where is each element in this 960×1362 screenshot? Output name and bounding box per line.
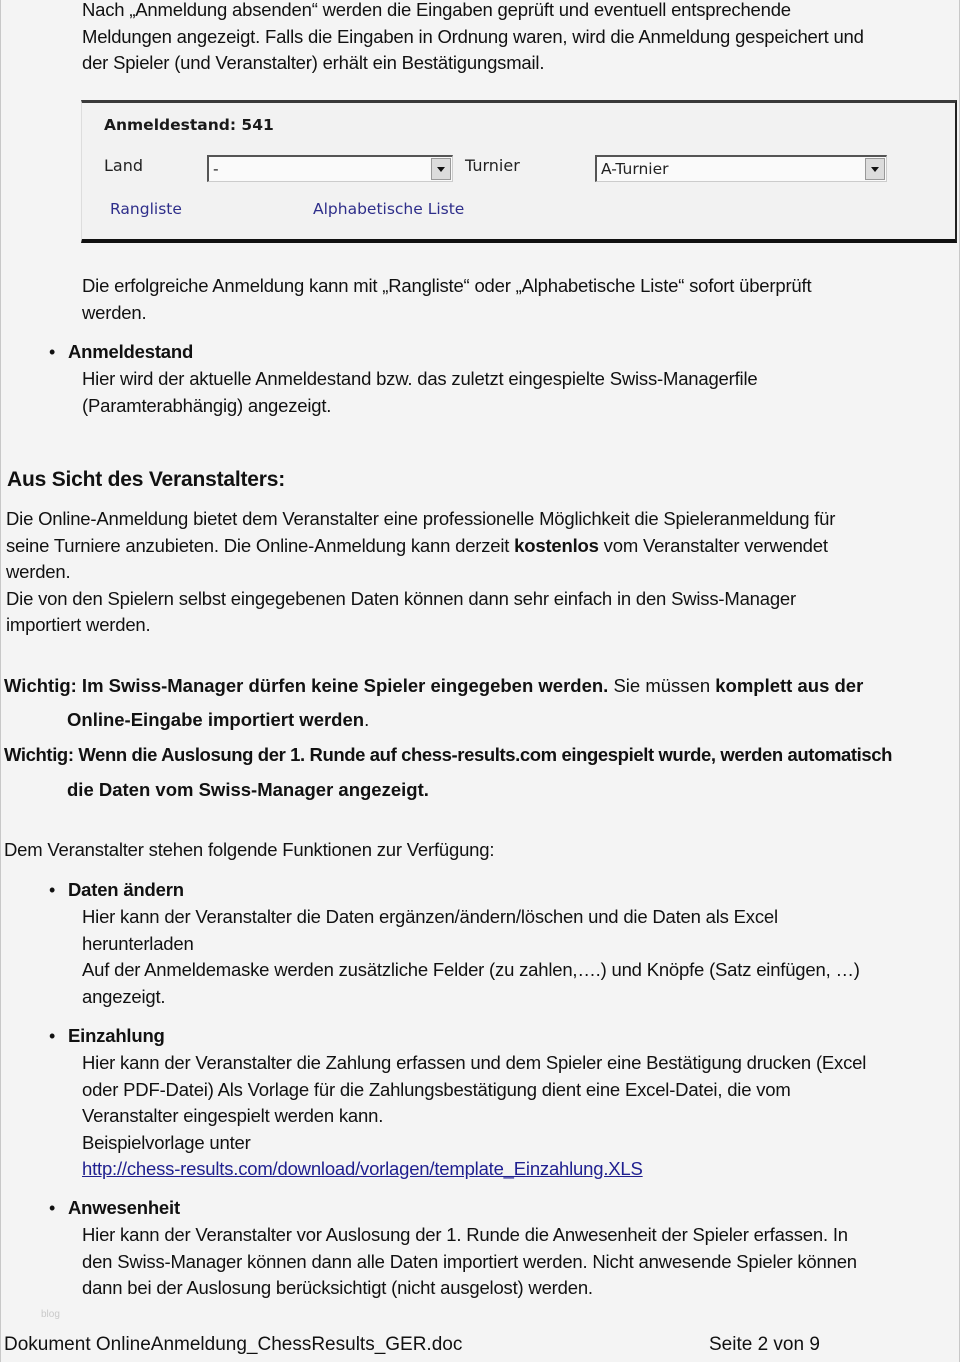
- description-line: (Paramterabhängig) angezeigt.: [82, 394, 332, 416]
- description-line: den Swiss-Manager können dann alle Daten importiert werden. Nicht anwesende Spieler können: [82, 1250, 857, 1272]
- bold-text: kostenlos: [514, 534, 599, 556]
- description-line: oder PDF-Datei) Als Vorlage für die Zahlungsbestätigung dient eine Excel-Datei, die vom: [82, 1078, 791, 1100]
- bullet-icon: •: [49, 1026, 56, 1046]
- section-heading: Aus Sicht des Veranstalters:: [7, 468, 286, 491]
- description-line: dann bei der Auslosung berücksichtigt (nicht ausgelost) werden.: [82, 1277, 593, 1298]
- anmeldestand-title: Anmeldestand: [68, 341, 194, 362]
- intro-line: der Spieler (und Veranstalter) erhält ein Bestätigungsmail.: [82, 52, 545, 73]
- description-line: Hier wird der aktuelle Anmeldestand bzw. das zuletzt eingespielte Swiss-Managerfile: [82, 368, 758, 389]
- template-download-link[interactable]: http://chess-results.com/download/vorlagen/template_Einzahlung.XLS: [82, 1158, 643, 1179]
- function-description: [82, 1222, 942, 1302]
- paragraph-line: Die Online-Anmeldung bietet dem Veranstalter eine professionelle Möglichkeit die Spieleranmeldung für: [6, 508, 836, 529]
- intro-line: Meldungen angezeigt. Falls die Eingaben in Ordnung waren, wird die Anmeldung gespeichert und: [82, 25, 864, 47]
- land-label: Land: [104, 156, 144, 175]
- check-paragraph: [82, 273, 942, 326]
- bullet-icon: •: [49, 342, 56, 362]
- description-line: herunterladen: [82, 932, 194, 954]
- description-line: Hier kann der Veranstalter die Zahlung erfassen und dem Spieler eine Bestätigung drucken (Excel: [82, 1052, 867, 1073]
- description-line: Hier kann der Veranstalter vor Auslosung der 1. Runde die Anwesenheit der Spieler erfassen. In: [82, 1224, 848, 1245]
- important-note-2-cont: die Daten vom Swiss-Manager angezeigt.: [67, 779, 429, 800]
- registration-count-title: Anmeldestand: 541: [104, 116, 274, 134]
- paragraph-line: importiert werden.: [6, 614, 151, 635]
- paragraph-line: Die von den Spielern selbst eingegebenen Daten können dann sehr einfach in den Swiss-Manager: [6, 587, 796, 609]
- function-title-anwesenheit: Anwesenheit: [68, 1197, 180, 1218]
- turnier-select-value: A-Turnier: [601, 160, 669, 178]
- bold-text: Wichtig: Im Swiss-Manager dürfen keine Spieler eingegeben werden.: [4, 675, 609, 696]
- veranstalter-paragraph: [6, 506, 951, 639]
- bold-text: Online-Eingabe importiert werden: [67, 709, 365, 730]
- bold-text: komplett aus der: [715, 675, 864, 696]
- description-line: Veranstalter eingespielt werden kann.: [82, 1105, 384, 1126]
- text-span: seine Turniere anzubieten. Die Online-Anmeldung kann derzeit: [6, 534, 515, 556]
- footer-document-name: Dokument OnlineAnmeldung_ChessResults_GER.doc: [4, 1334, 463, 1355]
- turnier-select[interactable]: [595, 155, 887, 182]
- text-span: .: [364, 709, 370, 730]
- paragraph-line: werden.: [6, 561, 71, 582]
- function-title-einzahlung: Einzahlung: [68, 1025, 165, 1046]
- description-line: Beispielvorlage unter: [82, 1131, 251, 1153]
- intro-paragraph: [82, 0, 942, 77]
- description-line: angezeigt.: [82, 985, 166, 1007]
- important-note-1-cont: [67, 707, 369, 733]
- turnier-label: Turnier: [465, 156, 520, 175]
- function-description: [82, 1050, 942, 1183]
- land-select-value: -: [213, 160, 219, 178]
- check-line: Die erfolgreiche Anmeldung kann mit „Rangliste“ oder „Alphabetische Liste“ sofort überprüft: [82, 275, 812, 296]
- watermark: blog: [41, 1309, 60, 1320]
- land-select[interactable]: [207, 155, 453, 182]
- important-note-1: [4, 673, 954, 699]
- alphabetische-liste-link[interactable]: Alphabetische Liste: [313, 200, 465, 218]
- function-description: [82, 904, 942, 1010]
- description-line: Hier kann der Veranstalter die Daten ergänzen/ändern/löschen und die Daten als Excel: [82, 906, 778, 927]
- important-note-2: Wichtig: Wenn die Auslosung der 1. Runde auf chess-results.com eingespielt wurde, werden automatisch: [4, 744, 893, 765]
- rangliste-link[interactable]: Rangliste: [110, 200, 182, 218]
- bullet-icon: •: [49, 880, 56, 900]
- dropdown-arrow-icon[interactable]: [865, 158, 885, 180]
- anmeldestand-description: [82, 366, 942, 419]
- dropdown-arrow-icon[interactable]: [431, 158, 451, 180]
- paragraph-line: [6, 533, 951, 560]
- registration-status-panel: [81, 100, 957, 243]
- footer-page-number: Seite 2 von 9: [709, 1334, 820, 1355]
- description-line: Auf der Anmeldemaske werden zusätzliche Felder (zu zahlen,….) und Knöpfe (Satz einfügen, …): [82, 959, 860, 980]
- function-title-daten-aendern: Daten ändern: [68, 879, 184, 900]
- bullet-icon: •: [49, 1198, 56, 1218]
- text-span: Sie müssen: [608, 675, 716, 696]
- check-line: werden.: [82, 301, 147, 323]
- functions-intro: Dem Veranstalter stehen folgende Funktionen zur Verfügung:: [4, 839, 495, 860]
- intro-line: Nach „Anmeldung absenden“ werden die Eingaben geprüft und eventuell entsprechende: [82, 0, 791, 20]
- text-span: vom Veranstalter verwendet: [598, 534, 828, 556]
